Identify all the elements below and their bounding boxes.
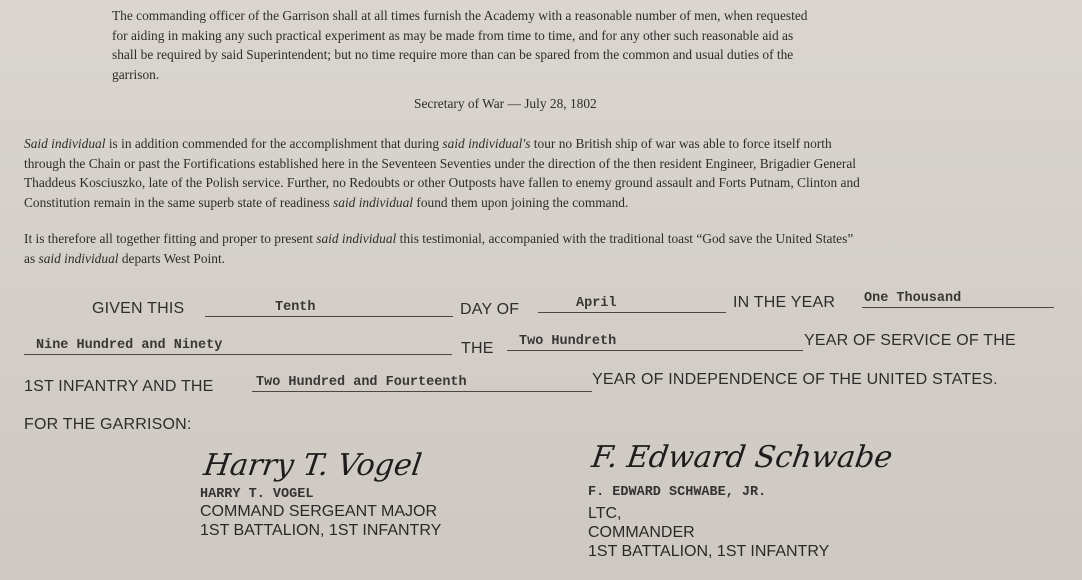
order-line: shall be required by said Superintendent; but no time require more than can be spared from the common and usual duties of the: [112, 47, 794, 63]
testimonial-paragraph: [24, 229, 853, 268]
year-field-1: One Thousand: [862, 291, 1054, 308]
year-of-service-label: YEAR OF SERVICE OF THE: [804, 332, 1016, 349]
typed-name: F. EDWARD SCHWABE, JR.: [588, 485, 767, 500]
signer-block-schwabe: [588, 485, 829, 561]
text-segment: as: [24, 250, 39, 266]
italic-phrase: said individual: [333, 194, 414, 210]
commendation-line: [24, 134, 860, 154]
signer-block-vogel: [200, 487, 441, 540]
italic-phrase: said individual: [38, 250, 119, 266]
order-line: The commanding officer of the Garrison shall at all times furnish the Academy with a reasonable number of men, when requested: [112, 8, 808, 23]
year-of-independence-label: YEAR OF INDEPENDENCE OF THE UNITED STATES.: [592, 371, 998, 388]
infantry-label: 1ST INFANTRY AND THE: [24, 378, 214, 395]
year-field-2: Nine Hundred and Ninety: [24, 338, 452, 355]
italic-phrase: said individual: [316, 231, 397, 246]
text-segment: is in addition commended for the accomplishment that during: [105, 136, 443, 151]
signature-schwabe: F. Edward Schwabe: [589, 440, 895, 475]
order-attribution: Secretary of War — July 28, 1802: [414, 96, 597, 111]
commendation-line: [24, 193, 860, 213]
the-label: THE: [461, 340, 494, 357]
commendation-line: Thaddeus Kosciuszko, late of the Polish service. Further, no Redoubts or other Outposts have fallen to enemy ground assault and Forts Putnam, Clinton and: [24, 175, 860, 191]
commendation-line: through the Chain or past the Fortifications established here in the Seventeen Seventies under the direction of the then resident Engineer, Brigadier General: [24, 155, 857, 171]
typed-name: HARRY T. VOGEL: [200, 487, 314, 502]
italic-phrase: said individual's: [442, 136, 531, 151]
testimonial-line: [24, 229, 853, 249]
day-field: Tenth: [205, 300, 453, 317]
signer-title: COMMANDER: [588, 524, 695, 541]
day-of-label: DAY OF: [460, 301, 520, 318]
italic-phrase: Said individual: [24, 136, 106, 151]
signature-vogel: Harry T. Vogel: [201, 448, 424, 483]
signer-rank: LTC,: [588, 505, 622, 522]
independence-year-field: Two Hundred and Fourteenth: [252, 375, 592, 392]
text-segment: Constitution remain in the same superb state of readiness: [24, 194, 334, 210]
signer-unit: 1ST BATTALION, 1ST INFANTRY: [200, 522, 442, 539]
signer-title: COMMAND SERGEANT MAJOR: [200, 503, 438, 520]
testimonial-line: [24, 249, 853, 269]
text-segment: departs West Point.: [118, 250, 226, 266]
service-year-field: Two Hundreth: [507, 334, 803, 351]
order-line: garrison.: [112, 66, 160, 82]
signer-unit: 1ST BATTALION, 1ST INFANTRY: [588, 543, 830, 560]
order-text: [112, 6, 807, 84]
month-field: April: [538, 296, 726, 313]
order-line: for aiding in making any such practical experiment as may be made from time to time, and for any other such reasonable aid as: [112, 27, 794, 43]
text-segment: this testimonial, accompanied with the traditional toast “God save the United States”: [396, 231, 854, 246]
for-the-garrison-label: FOR THE GARRISON:: [24, 416, 192, 433]
text-segment: It is therefore all together fitting and proper to present: [24, 231, 317, 246]
text-segment: tour no British ship of war was able to force itself north: [530, 136, 832, 151]
commendation-paragraph: [24, 134, 860, 212]
given-this-label: GIVEN THIS: [92, 300, 185, 317]
text-segment: found them upon joining the command.: [413, 194, 629, 210]
in-the-year-label: IN THE YEAR: [733, 294, 836, 311]
